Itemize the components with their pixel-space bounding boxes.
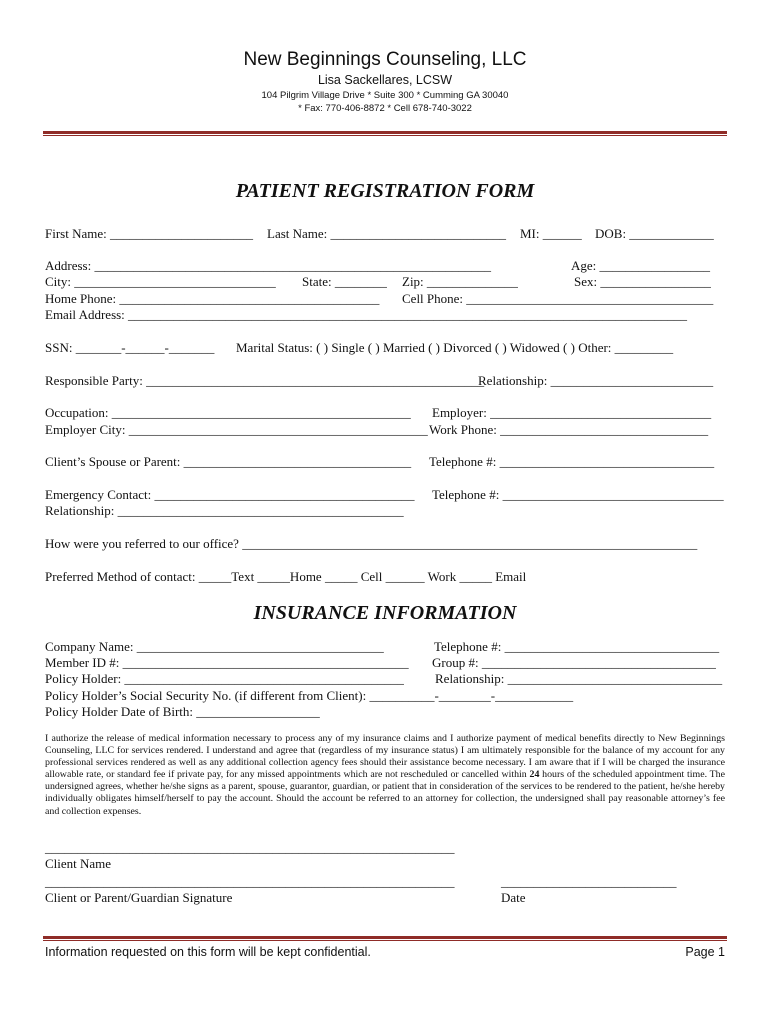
email-field[interactable]: Email Address: ______________________________________________________________________________________ [45, 307, 688, 322]
age-field[interactable]: Age: _________________ [571, 258, 711, 273]
footer-rule [43, 936, 727, 941]
confidential-note: Information requested on this form will be kept confidential. [45, 945, 371, 959]
city-field[interactable]: City: _______________________________ [45, 274, 276, 289]
practice-contact: * Fax: 770-406-8872 * Cell 678-740-3022 [298, 103, 472, 114]
spouse-parent-field[interactable]: Client’s Spouse or Parent: ___________________________________ [45, 454, 412, 469]
contact-method-field[interactable]: Preferred Method of contact: _____Text _____Home _____ Cell ______ Work _____ Email [45, 569, 527, 584]
home-phone-field[interactable]: Home Phone: ________________________________________ [45, 291, 380, 306]
clinician-name: Lisa Sackellares, LCSW [317, 73, 453, 87]
authorization-text-2: hours of the scheduled appointment time. The undersigned agrees, whether he/she signs as a parent, spouse, guarantor, guardian, or patient that in consideration of the services to be rendered to the patient, he/she hereby individually obligates himself/herself to pay the account. Should the account be referred to an attorney for collection, the undersigned shall pay reasonable attorney’s fee and collection expenses. [45, 769, 725, 817]
employer-city-field[interactable]: Employer City: ______________________________________________ [45, 422, 428, 437]
authorization-text-1: I authorize the release of medical information necessary to process any of my insurance claims and I authorize payment of medical benefits directly to New Beginnings Counseling, LLC for services rendered. I understand and agree that (regardless of my insurance status) I am ultimately responsible for the balance of my account for any professional services rendered as well as any additional collection agency fees should their assistance become necessary. I am aware that if I will be charged the insurance allowable rate, or standard fee if private pay, for any missed appointments which are not rescheduled or cancelled within [45, 733, 725, 781]
emergency-contact-field[interactable]: Emergency Contact: ________________________________________ [45, 487, 415, 502]
authorization-hours: 24 [529, 769, 540, 781]
company-telephone-field[interactable]: Telephone #: _________________________________ [434, 639, 720, 654]
member-id-field[interactable]: Member ID #: ____________________________________________ [45, 655, 409, 670]
header-rule [43, 131, 727, 136]
group-field[interactable]: Group #: ____________________________________ [432, 655, 716, 670]
company-name-field[interactable]: Company Name: ______________________________________ [45, 639, 384, 654]
client-name-line[interactable]: _______________________________________________________________ [45, 840, 455, 855]
zip-field[interactable]: Zip: ______________ [402, 274, 518, 289]
emergency-relationship-field[interactable]: Relationship: ____________________________________________ [45, 503, 404, 518]
occupation-field[interactable]: Occupation: ______________________________________________ [45, 405, 411, 420]
date-line[interactable]: ___________________________ [501, 874, 677, 889]
sex-field[interactable]: Sex: _________________ [574, 274, 711, 289]
referral-field[interactable]: How were you referred to our office? ______________________________________________________________________ [45, 536, 698, 551]
practice-name: New Beginnings Counseling, LLC [243, 49, 527, 70]
responsible-party-field[interactable]: Responsible Party: ____________________________________________________ [45, 373, 485, 388]
work-phone-field[interactable]: Work Phone: ________________________________ [429, 422, 709, 437]
spouse-telephone-field[interactable]: Telephone #: _________________________________ [429, 454, 715, 469]
client-name-label: Client Name [45, 856, 112, 871]
mi-field[interactable]: MI: ______ [520, 226, 582, 241]
dob-field[interactable]: DOB: _____________ [595, 226, 714, 241]
policy-holder-field[interactable]: Policy Holder: ___________________________________________ [45, 671, 404, 686]
state-field[interactable]: State: ________ [302, 274, 387, 289]
responsible-relationship-field[interactable]: Relationship: _________________________ [478, 373, 714, 388]
last-name-field[interactable]: Last Name: ___________________________ [267, 226, 507, 241]
authorization-paragraph [45, 733, 725, 818]
address-field[interactable]: Address: _____________________________________________________________ [45, 258, 491, 273]
signature-line[interactable]: _______________________________________________________________ [45, 874, 455, 889]
marital-status-field[interactable]: Marital Status: ( ) Single ( ) Married ( ) Divorced ( ) Widowed ( ) Other: _________ [236, 340, 674, 355]
first-name-field[interactable]: First Name: ______________________ [45, 226, 253, 241]
page-number: Page 1 [685, 945, 725, 959]
emergency-telephone-field[interactable]: Telephone #: __________________________________ [432, 487, 724, 502]
policy-holder-ssn-field[interactable]: Policy Holder’s Social Security No. (if different from Client): __________-________-____________ [45, 688, 574, 703]
ssn-field[interactable]: SSN: _______-______-_______ [45, 340, 215, 355]
date-label: Date [501, 890, 526, 905]
signature-label: Client or Parent/Guardian Signature [45, 890, 233, 905]
policy-relationship-field[interactable]: Relationship: _________________________________ [435, 671, 723, 686]
form-title: PATIENT REGISTRATION FORM [235, 180, 535, 202]
employer-field[interactable]: Employer: __________________________________ [432, 405, 712, 420]
practice-address: 104 Pilgrim Village Drive * Suite 300 * Cumming GA 30040 [261, 90, 509, 101]
cell-phone-field[interactable]: Cell Phone: ______________________________________ [402, 291, 714, 306]
policy-holder-dob-field[interactable]: Policy Holder Date of Birth: ___________________ [45, 704, 320, 719]
insurance-title: INSURANCE INFORMATION [253, 602, 517, 624]
